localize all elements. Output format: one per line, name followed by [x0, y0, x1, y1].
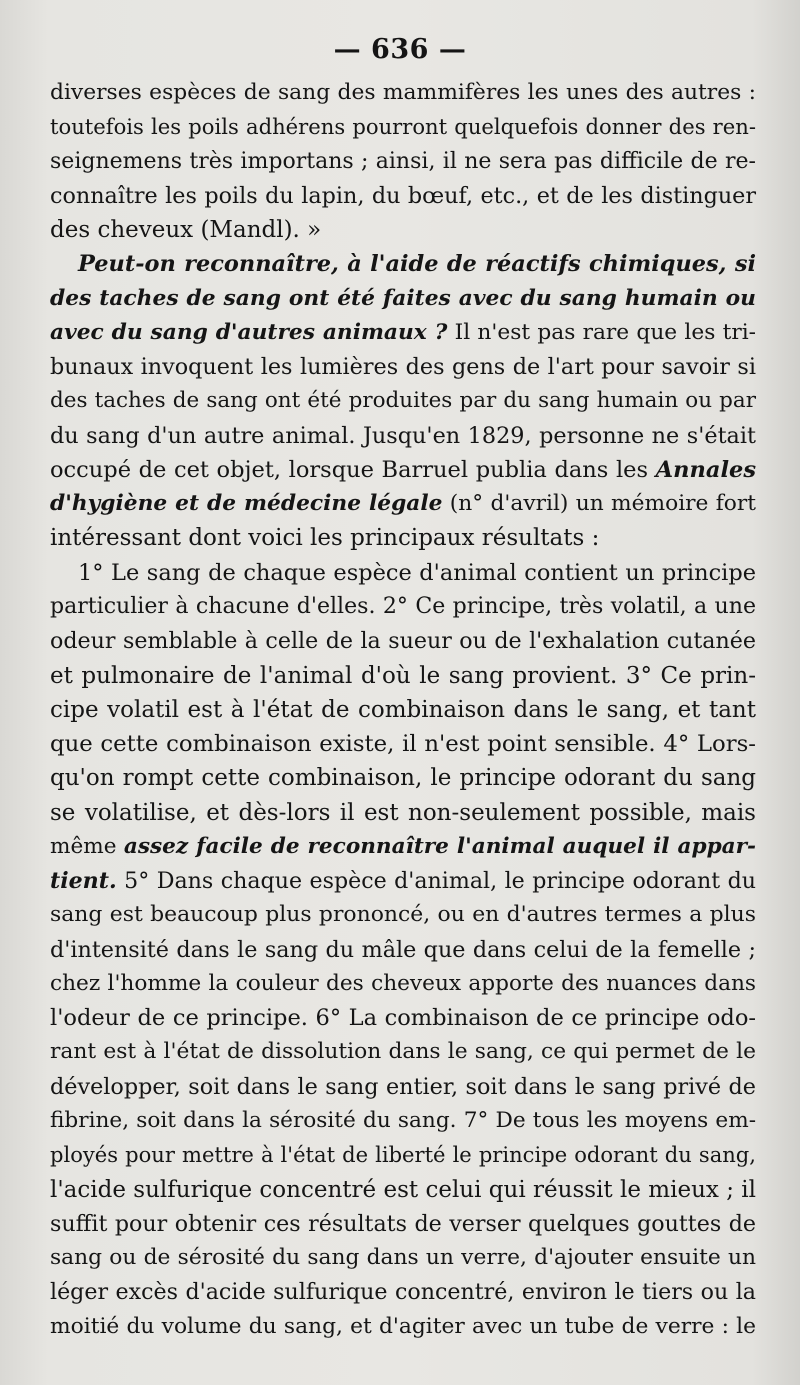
italic-segment: assez facile de reconnaître l'animal auquel il appar- — [123, 833, 756, 859]
text-line — [50, 76, 756, 110]
text-segment: occupé de cet objet, lorsque Barruel publia dans les — [50, 456, 656, 483]
text-line — [50, 487, 756, 521]
text-segment: seignemens très importans ; ainsi, il ne sera pas difficile de re- — [50, 148, 756, 174]
text-line — [50, 350, 756, 384]
text-line — [50, 1138, 756, 1172]
text-line — [50, 1310, 756, 1344]
text-segment: bunaux invoquent les lumières des gens de l'art pour savoir si — [50, 354, 756, 381]
text-segment: 5° Dans chaque espèce d'animal, le principe odorant du — [116, 868, 756, 895]
text-segment: suffit pour obtenir ces résultats de verser quelques gouttes de — [50, 1210, 756, 1237]
text-line — [50, 693, 756, 727]
text-line — [50, 1207, 756, 1241]
text-line — [50, 282, 756, 316]
text-segment: du sang d'un autre animal. Jusqu'en 1829, personne ne s'était — [50, 422, 756, 449]
text-segment: 1° Le sang de chaque espèce d'animal contient un principe — [78, 559, 756, 586]
text-segment: léger excès d'acide sulfurique concentré, environ le tiers ou la — [50, 1279, 756, 1306]
text-segment: que cette combinaison existe, il n'est point sensible. 4° Lors- — [50, 731, 756, 758]
text-line — [50, 1275, 756, 1309]
text-segment: et pulmonaire de l'animal d'où le sang provient. 3° Ce prin- — [50, 662, 756, 689]
text-line — [50, 898, 756, 932]
text-segment: des taches de sang ont été produites par du sang humain ou par — [50, 388, 756, 414]
text-segment: cipe volatil est à l'état de combinaison dans le sang, et tant — [50, 696, 756, 723]
text-line — [50, 1070, 756, 1104]
text-line — [50, 453, 756, 487]
text-segment: connaître les poils du lapin, du bœuf, etc., et de les distinguer — [50, 182, 756, 209]
text-segment: particulier à chacune d'elles. 2° Ce principe, très volatil, a une — [50, 593, 756, 619]
text-line — [50, 384, 756, 418]
text-line — [50, 145, 756, 179]
text-segment: intéressant dont voici les principaux résultats : — [50, 525, 600, 552]
text-segment: rant est à l'état de dissolution dans le sang, ce qui permet de le — [50, 1039, 756, 1065]
text-line — [50, 1104, 756, 1138]
page-number: — 636 — — [333, 34, 467, 65]
text-segment: qu'on rompt cette combinaison, le principe odorant du sang — [50, 765, 756, 792]
italic-segment: Peut-on reconnaître, à l'aide de réactifs chimiques, si — [78, 251, 756, 278]
text-line — [50, 1173, 756, 1207]
text-segment: fibrine, soit dans la sérosité du sang. 7° De tous les moyens em- — [50, 1107, 756, 1133]
text-segment: Il n'est pas rare que les tri- — [447, 319, 756, 345]
text-segment: des cheveux (Mandl). » — [50, 217, 322, 244]
italic-segment: avec du sang d'autres animaux ? — [50, 319, 448, 345]
text-line — [50, 624, 756, 658]
text-line — [50, 933, 756, 967]
text-line — [50, 213, 756, 247]
text-segment: odeur semblable à celle de la sueur ou de l'exhalation cutanée — [50, 628, 756, 655]
text-line — [50, 1001, 756, 1035]
text-segment: sang ou de sérosité du sang dans un verre, d'ajouter ensuite un — [50, 1245, 756, 1271]
text-line — [50, 864, 756, 898]
italic-segment: tient. — [50, 868, 117, 895]
text-line — [50, 967, 756, 1001]
text-segment: moitié du volume du sang, et d'agiter avec un tube de verre : le — [50, 1313, 756, 1339]
body-text — [50, 76, 756, 1344]
text-line — [50, 521, 756, 555]
text-line — [50, 830, 756, 864]
text-line — [50, 727, 756, 761]
text-segment: (n° d'avril) un mémoire fort — [442, 491, 756, 517]
text-segment: ployés pour mettre à l'état de liberté le principe odorant du sang, — [50, 1142, 756, 1168]
text-segment: d'intensité dans le sang du mâle que dans celui de la femelle ; — [50, 936, 756, 963]
text-line — [50, 1035, 756, 1069]
text-segment: l'acide sulfurique concentré est celui qui réussit le mieux ; il — [50, 1176, 756, 1203]
text-line — [50, 796, 756, 830]
text-segment: l'odeur de ce principe. 6° La combinaison de ce principe odo- — [50, 1005, 756, 1032]
text-segment: se volatilise, et dès-lors il est non-seulement possible, mais — [50, 799, 756, 826]
text-segment: chez l'homme la couleur des cheveux apporte des nuances dans — [50, 970, 756, 996]
text-line — [50, 110, 756, 144]
text-line — [50, 316, 756, 350]
text-line — [50, 247, 756, 281]
italic-segment: Annales — [655, 456, 756, 483]
text-segment: sang est beaucoup plus prononcé, ou en d'autres termes a plus — [50, 902, 756, 928]
text-line — [50, 556, 756, 590]
text-segment: diverses espèces de sang des mammifères les unes des autres : — [50, 80, 756, 105]
text-line — [50, 419, 756, 453]
text-line — [50, 590, 756, 624]
text-line — [50, 761, 756, 795]
text-segment: développer, soit dans le sang entier, soit dans le sang privé de — [50, 1073, 756, 1100]
text-line — [50, 179, 756, 213]
text-line — [50, 1241, 756, 1275]
text-line — [50, 659, 756, 693]
text-segment: toutefois les poils adhérens pourront quelquefois donner des ren- — [50, 114, 756, 140]
italic-segment: des taches de sang ont été faites avec du sang humain ou — [50, 285, 756, 311]
text-segment: même — [50, 833, 124, 859]
italic-segment: d'hygiène et de médecine légale — [50, 491, 443, 517]
